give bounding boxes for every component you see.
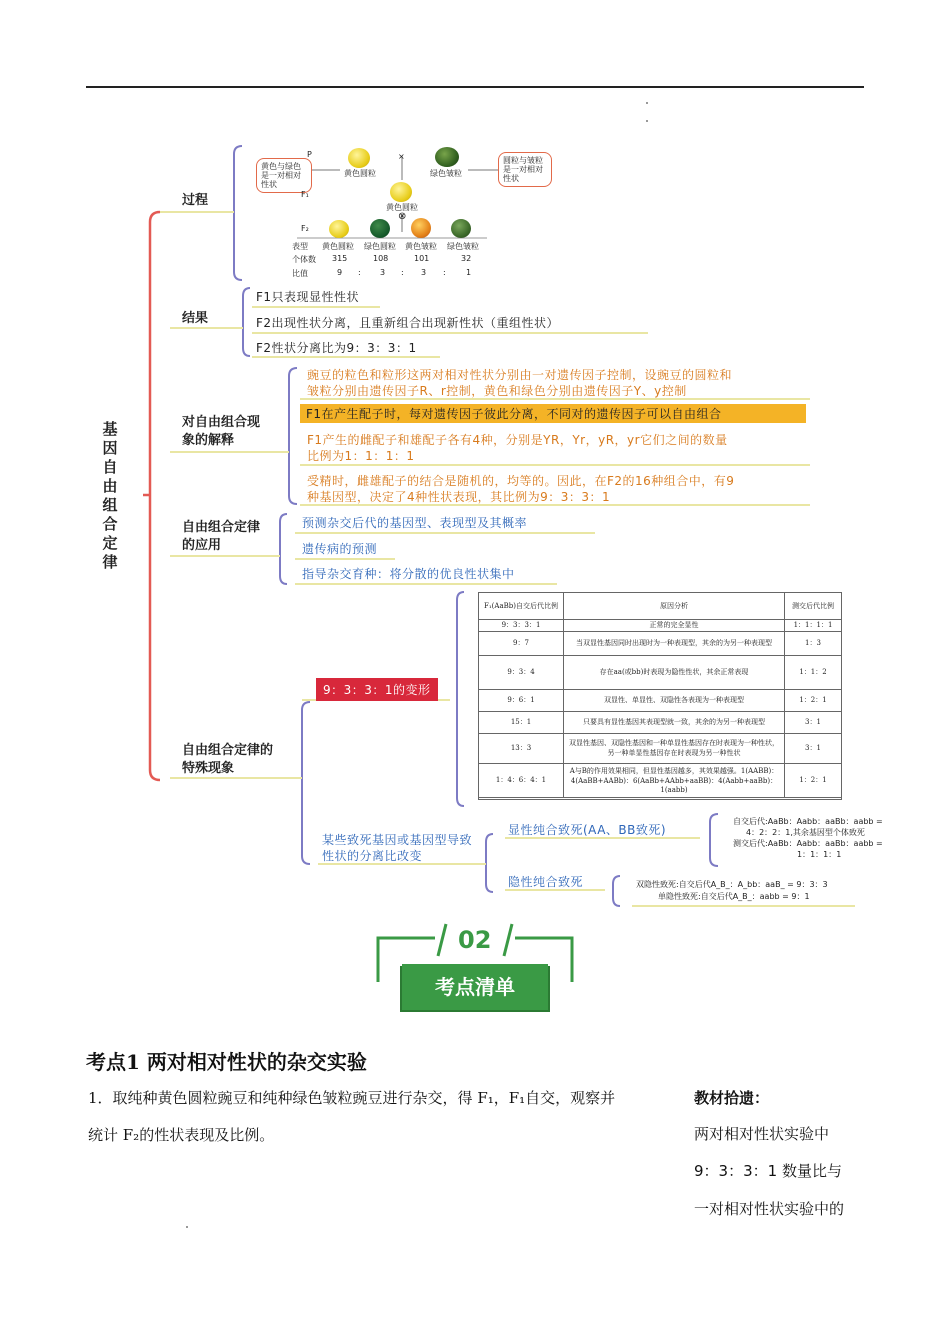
table-cell: 1：2：1	[785, 763, 842, 797]
interp-line: 皱粒分别由遗传因子R、r控制，黄色和绿色分别由遗传因子Y、y控制	[307, 384, 687, 398]
f2-green-round-icon	[370, 219, 390, 238]
leaf-underline	[295, 532, 595, 534]
table-cell: 双显性、单显性、双隐性各表现为一种表现型	[564, 689, 785, 711]
f2-yellow-round-icon	[329, 220, 349, 238]
table-cell: 1：1：2	[785, 655, 842, 689]
p1-label: 黄色圆粒	[344, 169, 376, 178]
table-row	[479, 763, 841, 797]
leaf-underline	[252, 356, 440, 358]
f2-count: 101	[414, 254, 430, 263]
f1-label: F₁	[301, 190, 309, 199]
interp-line: 种基因型，决定了4种性状表现，其比例为9：3：3：1	[307, 490, 611, 504]
table-row	[479, 631, 841, 655]
result-item: F1只表现显性性状	[256, 290, 360, 304]
ratio-sep: :	[443, 268, 446, 277]
interp-highlight: F1在产生配子时，每对遗传因子彼此分离，不同对的遗传因子可以自由组合	[300, 404, 806, 423]
ratio-value: 9	[337, 268, 343, 277]
table-cell: 正常的完全显性	[564, 619, 785, 631]
dominant-lethal: 显性纯合致死(AA、BB致死)	[508, 823, 667, 837]
sidebar-line: 9：3：3：1 数量比与	[694, 1162, 842, 1180]
table-header: 测交后代比例	[785, 593, 842, 619]
f2-count: 108	[373, 254, 389, 263]
self-symbol: ⊗	[398, 211, 407, 222]
table-row	[479, 733, 841, 763]
f2-count: 32	[461, 254, 472, 263]
recessive-lethal: 隐性纯合致死	[508, 875, 584, 889]
table-row	[479, 655, 841, 689]
root-title: 基因自由组合定律	[102, 420, 118, 571]
leaf-underline	[295, 558, 395, 560]
p-label: P	[307, 150, 312, 159]
table-cell: 13：3	[479, 733, 564, 763]
sidebar-title: 教材拾遗：	[694, 1089, 770, 1107]
lethal-label: 某些致死基因或基因型导致性状的分离比改变	[322, 833, 473, 863]
dominant-detail: 4：2：2：1,其余基因型个体致死	[746, 828, 865, 837]
bubble-shape: 圆粒与皱粒是一对相对性状	[498, 152, 552, 187]
app-item: 预测杂交后代的基因型、表现型及其概率	[302, 516, 528, 530]
table-cell: 双显性基因、双隐性基因和一种单显性基因存在时表现为一种性状，另一种单显性基因存在时表现为另一种性状	[564, 733, 785, 763]
f2-phenotype: 绿色皱粒	[447, 242, 479, 251]
f2-green-wrinkled-icon	[451, 219, 471, 238]
section-heading: 考点1 两对相对性状的杂交实验	[86, 1050, 367, 1074]
cross-symbol: ×	[398, 152, 405, 161]
row-label-ratio: 比值	[292, 269, 308, 278]
f2-label: F₂	[301, 224, 309, 233]
table-cell: 15：1	[479, 711, 564, 733]
recessive-detail: 单隐性致死:自交后代A_B_：aabb = 9：1	[658, 892, 810, 901]
table-cell: 9：6：1	[479, 689, 564, 711]
leaf-underline	[300, 504, 810, 506]
variant-label: 9：3：3：1的变形	[316, 678, 438, 701]
f2-phenotype: 黄色皱粒	[405, 242, 437, 251]
app-item: 遗传病的预测	[302, 542, 378, 556]
table-cell: 9：7	[479, 631, 564, 655]
f2-yellow-wrinkled-icon	[411, 218, 431, 238]
f1-pea-icon	[390, 182, 412, 202]
section-number: 02	[458, 926, 492, 954]
branch-application: 自由组合定律的应用	[182, 520, 261, 553]
table-cell: 3：1	[785, 733, 842, 763]
row-label-phenotype: 表型	[292, 242, 308, 251]
branch-special: 自由组合定律的特殊现象	[182, 743, 274, 776]
leaf-underline	[252, 306, 380, 308]
table-header: F₁(AaBb)自交后代比例	[479, 593, 564, 619]
table-cell: A与B的作用效果相同，但显性基因越多，其效果越强。1(AABB)：4(AaBB+AABb)：6(AaBb+AAbb+aaBB)：4(Aabb+aaBb)：1(aabb)	[564, 763, 785, 797]
table-cell: 1：2：1	[785, 689, 842, 711]
table-cell: 9：3：4	[479, 655, 564, 689]
recessive-detail: 双隐性致死:自交后代A_B_：A_bb：aaB_ = 9：3：3	[636, 880, 828, 889]
p2-label: 绿色皱粒	[430, 169, 462, 178]
f1-phenotype: 黄色圆粒	[386, 203, 418, 212]
table-cell: 当双显性基因同时出现时为一种表现型，其余的为另一种表现型	[564, 631, 785, 655]
f2-count: 315	[332, 254, 348, 263]
table-row	[479, 689, 841, 711]
dominant-detail: 自交后代:AaBb：Aabb：aaBb：aabb =	[733, 817, 883, 826]
ratio-value: 1	[466, 268, 472, 277]
row-label-count: 个体数	[292, 255, 316, 264]
variant-table-frame	[478, 592, 842, 800]
scan-dot	[186, 1226, 188, 1228]
sidebar-line: 两对相对性状实验中	[694, 1125, 830, 1143]
ratio-sep: :	[401, 268, 404, 277]
interp-line: 比例为1：1：1：1	[307, 449, 415, 463]
result-item: F2性状分离比为9：3：3：1	[256, 341, 417, 355]
table-cell: 3：1	[785, 711, 842, 733]
green-wrinkled-pea-icon	[435, 147, 459, 167]
variant-table	[479, 593, 841, 798]
ratio-value: 3	[380, 268, 386, 277]
bubble-color: 黄色与绿色是一对相对性状	[256, 158, 312, 193]
leaf-underline	[300, 464, 810, 466]
f2-phenotype: 绿色圆粒	[364, 242, 396, 251]
table-cell: 9：3：3：1	[479, 619, 564, 631]
table-cell: 1：1：1：1	[785, 619, 842, 631]
table-cell: 1：3	[785, 631, 842, 655]
ratio-value: 3	[421, 268, 427, 277]
interp-line: 受精时，雌雄配子的结合是随机的，均等的。因此，在F2的16种组合中，有9	[307, 474, 735, 488]
table-header: 原因分析	[564, 593, 785, 619]
interp-line: F1产生的雌配子和雄配子各有4种，分别是YR，Yr，yR，yr它们之间的数量	[307, 433, 728, 447]
sidebar-line: 一对相对性状实验中的	[694, 1200, 845, 1218]
table-cell: 1：4：6：4：1	[479, 763, 564, 797]
leaf-underline	[295, 583, 557, 585]
leaf-underline	[300, 398, 810, 400]
f2-phenotype: 黄色圆粒	[322, 242, 354, 251]
table-row	[479, 619, 841, 631]
branch-interpretation: 对自由组合现象的解释	[182, 415, 261, 448]
question-line: 1．取纯种黄色圆粒豌豆和纯种绿色皱粒豌豆进行杂交，得 F₁，F₁自交，观察并	[88, 1089, 616, 1107]
question-line: 统计 F₂的性状表现及比例。	[88, 1126, 275, 1144]
branch-result: 结果	[182, 311, 209, 326]
interp-line: 豌豆的粒色和粒形这两对相对性状分别由一对遗传因子控制，设豌豆的圆粒和	[307, 368, 733, 382]
ratio-sep: :	[358, 268, 361, 277]
leaf-underline	[252, 332, 648, 334]
table-cell: 存在aa(或bb)时表现为隐性性状，其余正常表现	[564, 655, 785, 689]
app-item: 指导杂交育种：将分散的优良性状集中	[302, 567, 515, 581]
table-cell: 只要具有显性基因其表现型就一致，其余的为另一种表现型	[564, 711, 785, 733]
yellow-round-pea-icon	[348, 148, 370, 168]
result-item: F2出现性状分离，且重新组合出现新性状（重组性状）	[256, 316, 560, 330]
section-badge-title: 考点清单	[402, 964, 548, 1010]
branch-process: 过程	[182, 193, 209, 208]
table-row	[479, 711, 841, 733]
dominant-detail: 1：1：1：1	[797, 850, 842, 859]
dominant-detail: 测交后代:AaBb：Aabb：aaBb：aabb =	[733, 839, 883, 848]
